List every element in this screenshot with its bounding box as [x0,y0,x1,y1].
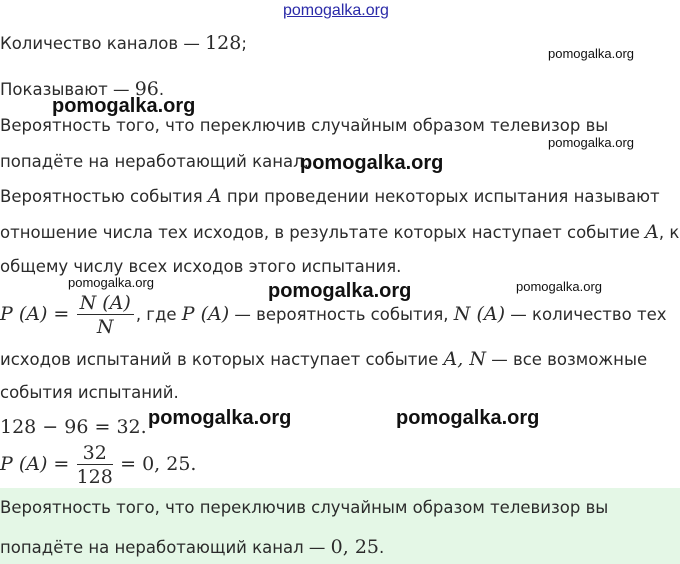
watermark: pomogalka.org [396,407,540,429]
formula-text: — количество тех [505,305,667,324]
formula-na: N (A) [453,303,506,325]
shows-tail: . [158,80,165,99]
channels-value: 128 [205,32,242,54]
watermark: pomogalka.org [300,152,444,174]
channels-label: Количество каналов — [0,34,206,53]
calc-numerator: 32 [77,442,113,465]
watermark-link[interactable]: pomogalka.org [283,2,389,19]
definition-line-1 [0,185,660,207]
definition-text: отношение числа тех исходов, в результате которых наступает событие [0,223,646,242]
formula-lhs: P (A) = [0,303,70,325]
calc-lhs: P (A) = [0,453,70,475]
watermark: pomogalka.org [516,279,602,294]
definition-line-2 [0,221,679,243]
formula-pa: P (A) [181,303,230,325]
watermark: pomogalka.org [268,280,412,302]
definition-text: , к [658,223,680,242]
definition-line-3: общему числу всех исходов этого испытания. [0,257,402,276]
calc-denominator: 128 [76,466,113,488]
event-variable: A [645,221,659,243]
watermark: pomogalka.org [68,275,154,290]
calc-step: 128 − 96 = 32. [0,416,147,438]
answer-value: 0, 25 [330,536,380,558]
watermark: pomogalka.org [548,135,634,150]
watermark: pomogalka.org [148,407,292,429]
channels-tail: ; [241,34,247,53]
formula-text: — все возможные [485,350,648,369]
fraction-numerator: N (A) [77,292,134,315]
shows-label: Показывают — [0,80,135,99]
calc-result: = 0, 25. [120,453,197,475]
formula-fraction [77,292,134,339]
watermark: pomogalka.org [52,95,196,117]
answer-line-1: Вероятность того, что переключив случайным образом телевизор вы [0,498,609,517]
calc-fraction [77,442,113,489]
shows-value: 96 [134,78,159,100]
event-variable: A [207,185,222,207]
answer-line-2 [0,536,384,558]
question-line-1: Вероятность того, что переключив случайным образом телевизор вы [0,116,609,135]
formula-vars: A, N [443,348,486,370]
channels-line [0,32,247,54]
formula-text: , где [135,305,182,324]
calc-probability [0,442,196,489]
answer-text: попадёте на неработающий канал — [0,538,331,557]
formula-line-3: события испытаний. [0,383,179,402]
formula-text: — вероятность события, [229,305,454,324]
definition-text: Вероятностью события [0,187,208,206]
formula-line-2 [0,348,647,370]
fraction-denominator: N [96,316,114,338]
question-line-2: попадёте на неработающий канал. [0,152,309,171]
answer-text: . [379,538,385,557]
watermark: pomogalka.org [548,46,634,61]
definition-text: при проведении некоторых испытания называют [221,187,660,206]
formula-text: исходов испытаний в которых наступает событие [0,350,444,369]
